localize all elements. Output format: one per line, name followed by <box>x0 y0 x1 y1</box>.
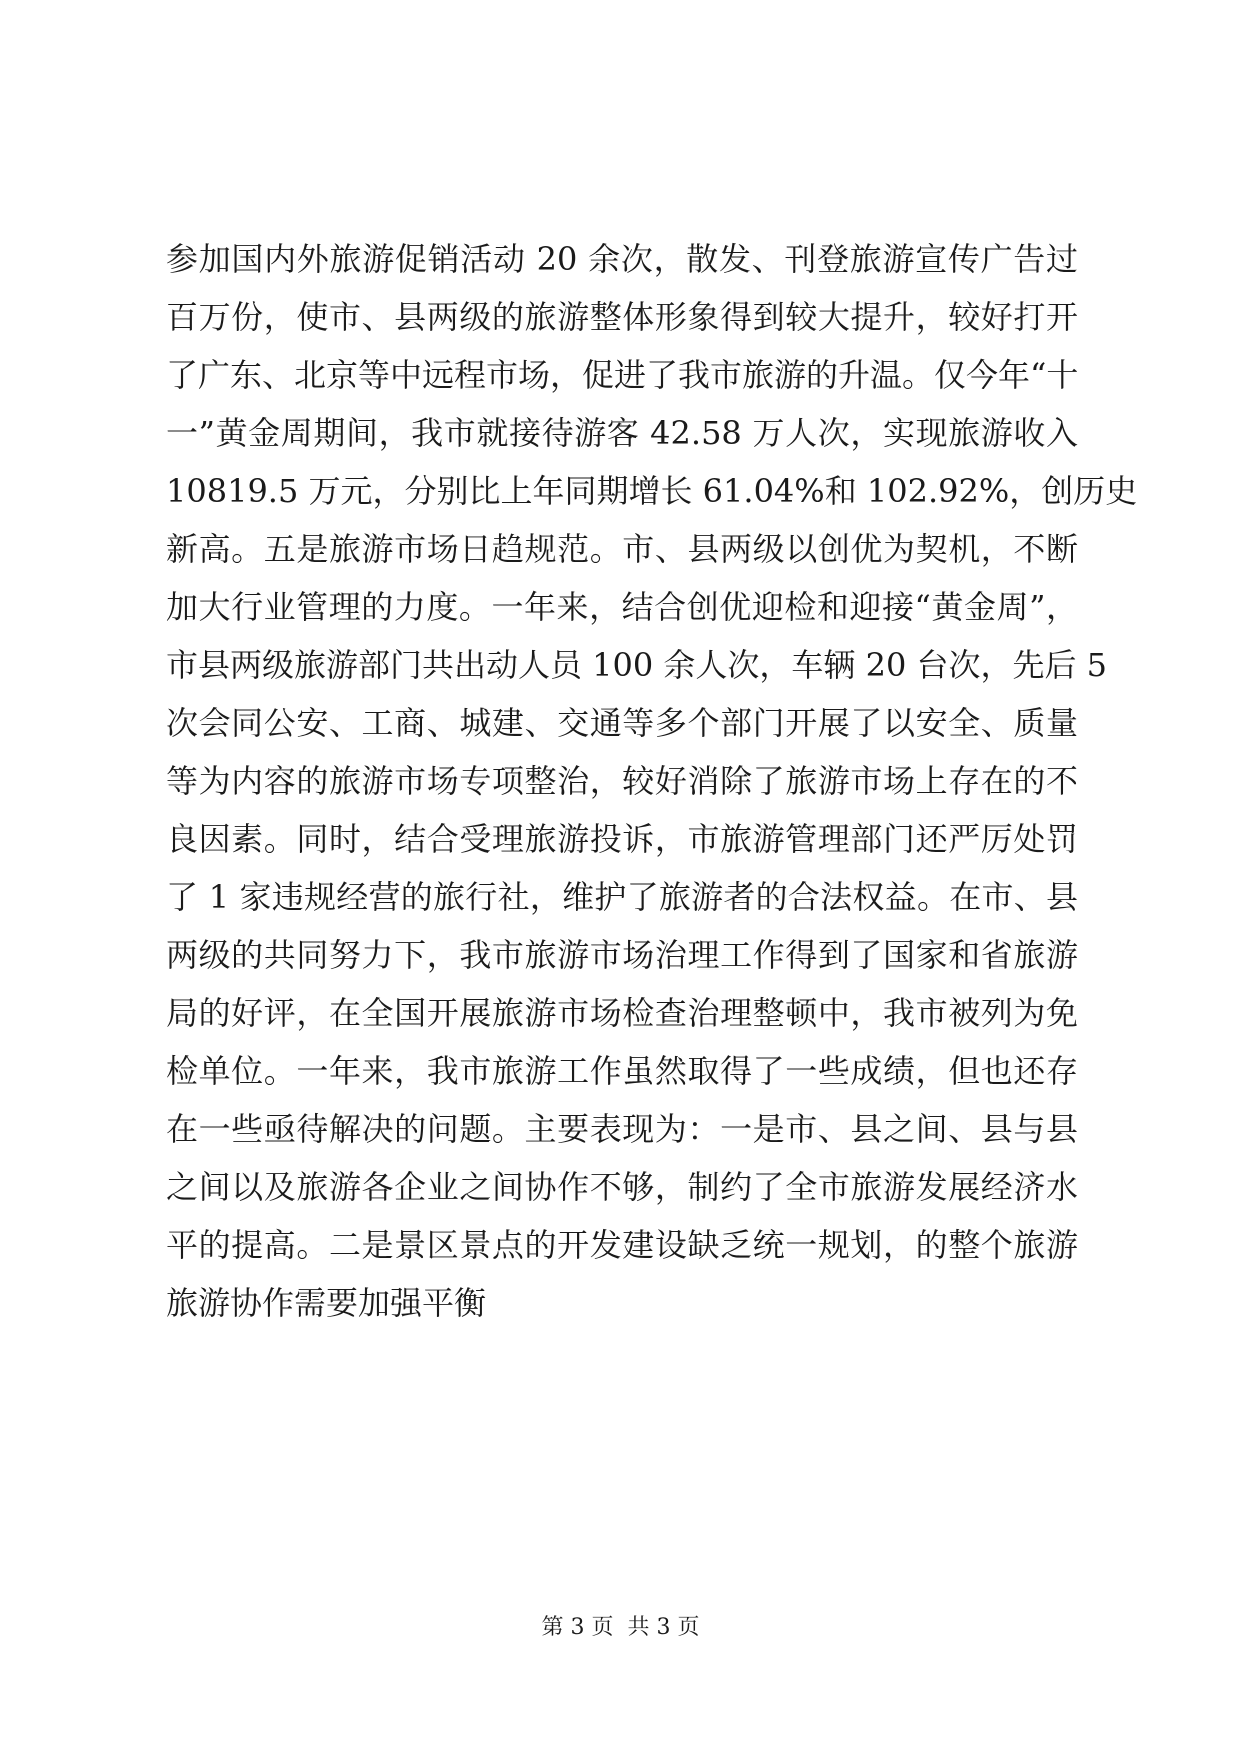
text-line: 百万份，使市、县两级的旅游整体形象得到较大提升，较好打开 <box>166 298 1078 336</box>
text-line: 两级的共同努力下，我市旅游市场治理工作得到了国家和省旅游 <box>166 936 1078 974</box>
text-line: 良因素。同时，结合受理旅游投诉，市旅游管理部门还严厉处罚 <box>166 820 1078 858</box>
body-paragraph <box>166 230 1138 1332</box>
text-line: 参加国内外旅游促销活动 20 余次，散发、刊登旅游宣传广告过 <box>166 240 1078 278</box>
text-line: 加大行业管理的力度。一年来，结合创优迎检和迎接“黄金周”， <box>166 588 1078 626</box>
text-line: 市县两级旅游部门共出动人员 100 余人次，车辆 20 台次，先后 5 <box>166 646 1108 684</box>
text-line: 检单位。一年来，我市旅游工作虽然取得了一些成绩，但也还存 <box>166 1052 1078 1090</box>
text-line: 局的好评，在全国开展旅游市场检查治理整顿中，我市被列为免 <box>166 994 1078 1032</box>
text-line: 了 1 家违规经营的旅行社，维护了旅游者的合法权益。在市、县 <box>166 878 1078 916</box>
text-line: 10819.5 万元，分别比上年同期增长 61.04%和 102.92%，创历史 <box>166 472 1138 510</box>
text-line: 在一些亟待解决的问题。主要表现为：一是市、县之间、县与县 <box>166 1110 1078 1148</box>
text-line: 等为内容的旅游市场专项整治，较好消除了旅游市场上存在的不 <box>166 762 1078 800</box>
text-line: 平的提高。二是景区景点的开发建设缺乏统一规划，的整个旅游 <box>166 1226 1078 1264</box>
page-footer <box>0 1613 1241 1643</box>
text-line: 之间以及旅游各企业之间协作不够，制约了全市旅游发展经济水 <box>166 1168 1078 1206</box>
text-line: 了广东、北京等中远程市场，促进了我市旅游的升温。仅今年“十 <box>166 356 1079 394</box>
text-line-last: 旅游协作需要加强平衡 <box>166 1284 487 1322</box>
text-line: 新高。五是旅游市场日趋规范。市、县两级以创优为契机，不断 <box>166 530 1078 568</box>
text-line: 次会同公安、工商、城建、交通等多个部门开展了以安全、质量 <box>166 704 1078 742</box>
text-line: 一”黄金周期间，我市就接待游客 42.58 万人次，实现旅游收入 <box>166 414 1078 452</box>
page-number: 第 3 页 <box>541 1615 614 1640</box>
page-total: 共 3 页 <box>627 1615 700 1640</box>
